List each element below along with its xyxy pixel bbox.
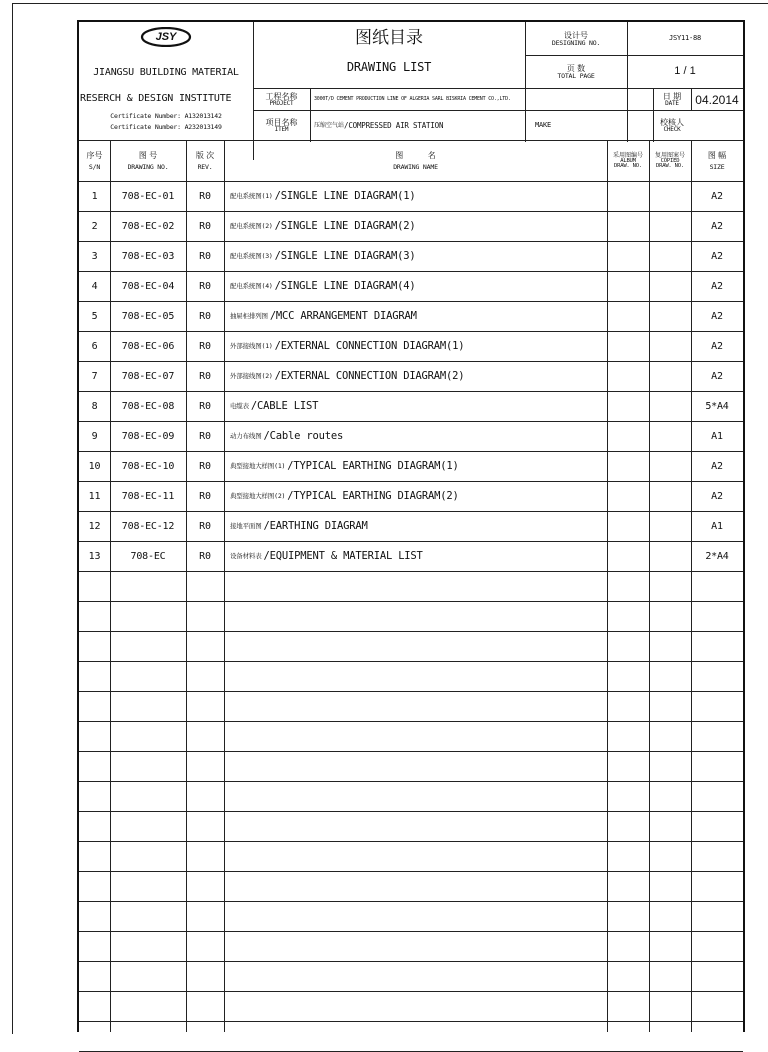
row-sn-cell: 11: [88, 490, 101, 502]
drawing-name-cn: 电缆表: [230, 402, 249, 411]
logo-text: JSY: [155, 30, 177, 43]
col-header-sn: 序号 S/N: [86, 150, 103, 171]
row-rev-cell: R0: [199, 220, 211, 232]
drawing-name-cn: 抽屉柜排列图: [230, 312, 268, 321]
col-header-copied: 复用图案号 COPIED DRAW. NO.: [654, 152, 685, 169]
row-no-cell: 708-EC-02: [121, 220, 175, 232]
drawing-name-cell: [224, 272, 607, 301]
row-size-cell: A2: [711, 370, 723, 382]
drawing-name-cell: [224, 512, 607, 541]
project-value: 3000T/D CEMENT PRODUCTION LINE OF ALGERIA SARL BISKRIA CEMENT CO.,LTD.: [314, 96, 511, 102]
drawing-name-en: /Cable routes: [263, 430, 344, 443]
drawing-name-cn: 接地平面图: [230, 522, 262, 531]
row-rev-cell: R0: [199, 550, 211, 562]
total-page-value: 1 / 1: [674, 65, 696, 77]
drawing-name-en: /CABLE LIST: [250, 400, 319, 413]
institute-name-line2: RESERCH & DESIGN INSTITUTE: [80, 93, 232, 104]
col-header-rev: 版 次 REV.: [195, 150, 215, 171]
row-size-cell: A2: [711, 310, 723, 322]
row-sn-cell: 5: [91, 310, 98, 322]
make-label: MAKE: [535, 121, 552, 129]
row-sn-cell: 8: [91, 400, 98, 412]
row-no-cell: 708-EC-05: [121, 310, 175, 322]
drawing-name-cn: 配电系统图(1): [230, 192, 273, 201]
title-english: DRAWING LIST: [346, 60, 432, 74]
drawing-name-cn: 配电系统图(3): [230, 252, 273, 261]
drawing-name-cell: [224, 422, 607, 451]
col-header-album: 采用图编号 ALBUM DRAW. NO.: [612, 152, 643, 169]
row-size-cell: 2*A4: [705, 550, 729, 562]
item-label: 项目名称 ITEM: [265, 117, 298, 133]
row-no-cell: 708-EC-08: [121, 400, 175, 412]
drawing-name-cell: [224, 452, 607, 481]
drawing-name-en: /EARTHING DIAGRAM: [263, 520, 368, 533]
row-size-cell: A2: [711, 190, 723, 202]
drawing-list-sheet: [77, 20, 745, 1032]
project-label: 工程名称 PROJECT: [265, 91, 298, 107]
drawing-name-cell: [224, 302, 607, 331]
row-no-cell: 708-EC-07: [121, 370, 175, 382]
drawing-name-cn: 外部接线图(2): [230, 372, 273, 381]
certificate-number-1: Certificate Number: A132013142: [110, 112, 222, 121]
drawing-name-cn: 典型接地大样图(1): [230, 462, 286, 471]
drawing-name-en: /SINGLE LINE DIAGRAM(1): [274, 190, 416, 203]
row-rev-cell: R0: [199, 490, 211, 502]
row-rev-cell: R0: [199, 340, 211, 352]
certificate-number-2: Certificate Number: A232013149: [110, 123, 222, 132]
row-size-cell: A2: [711, 220, 723, 232]
drawing-name-en: /SINGLE LINE DIAGRAM(3): [274, 250, 416, 263]
drawing-name-cell: [224, 542, 607, 571]
drawing-name-cn: 典型接地大样图(2): [230, 492, 286, 501]
row-size-cell: A2: [711, 250, 723, 262]
drawing-name-en: /EQUIPMENT & MATERIAL LIST: [263, 550, 423, 563]
col-header-drawing-name: 图 名 DRAWING NAME: [393, 150, 438, 171]
row-no-cell: 708-EC-12: [121, 520, 175, 532]
row-sn-cell: 13: [88, 550, 101, 562]
row-sn-cell: 2: [91, 220, 98, 232]
drawing-name-cell: [224, 242, 607, 271]
date-label: 日 期 DATE: [662, 91, 682, 107]
row-rev-cell: R0: [199, 430, 211, 442]
row-rev-cell: R0: [199, 280, 211, 292]
row-no-cell: 708-EC-01: [121, 190, 175, 202]
row-rev-cell: R0: [199, 250, 211, 262]
row-sn-cell: 3: [91, 250, 98, 262]
row-sn-cell: 1: [91, 190, 98, 202]
drawing-name-en: /EXTERNAL CONNECTION DIAGRAM(1): [274, 340, 465, 353]
row-size-cell: A1: [711, 430, 723, 442]
row-size-cell: A1: [711, 520, 723, 532]
row-size-cell: A2: [711, 490, 723, 502]
row-rev-cell: R0: [199, 460, 211, 472]
row-sn-cell: 6: [91, 340, 98, 352]
drawing-name-cn: 配电系统图(4): [230, 282, 273, 291]
design-no-value: JSY11-88: [668, 34, 702, 42]
title-chinese: 图纸目录: [355, 27, 423, 48]
row-sn-cell: 12: [88, 520, 101, 532]
row-no-cell: 708-EC: [130, 550, 166, 562]
row-no-cell: 708-EC-09: [121, 430, 175, 442]
drawing-name-cn: 设备材料表: [230, 552, 262, 561]
institute-name-line1: JIANGSU BUILDING MATERIAL: [93, 67, 239, 78]
row-no-cell: 708-EC-11: [121, 490, 175, 502]
drawing-name-en: /EXTERNAL CONNECTION DIAGRAM(2): [274, 370, 465, 383]
row-size-cell: A2: [711, 340, 723, 352]
drawing-name-en: /TYPICAL EARTHING DIAGRAM(2): [287, 490, 459, 503]
row-sn-cell: 4: [91, 280, 98, 292]
drawing-name-en: /MCC ARRANGEMENT DIAGRAM: [269, 310, 417, 323]
row-no-cell: 708-EC-04: [121, 280, 175, 292]
row-rev-cell: R0: [199, 520, 211, 532]
row-no-cell: 708-EC-06: [121, 340, 175, 352]
row-size-cell: A2: [711, 280, 723, 292]
row-rev-cell: R0: [199, 310, 211, 322]
drawing-name-en: /SINGLE LINE DIAGRAM(2): [274, 220, 416, 233]
row-no-cell: 708-EC-03: [121, 250, 175, 262]
drawing-name-en: /TYPICAL EARTHING DIAGRAM(1): [287, 460, 459, 473]
drawing-name-cell: [224, 482, 607, 511]
row-rev-cell: R0: [199, 370, 211, 382]
row-sn-cell: 9: [91, 430, 98, 442]
drawing-name-en: /SINGLE LINE DIAGRAM(4): [274, 280, 416, 293]
row-no-cell: 708-EC-10: [121, 460, 175, 472]
item-value: 压缩空气站 /COMPRESSED AIR STATION: [314, 120, 444, 130]
drawing-name-cell: [224, 332, 607, 361]
row-sn-cell: 7: [91, 370, 98, 382]
row-size-cell: 5*A4: [705, 400, 729, 412]
drawing-name-cn: 动力布线图: [230, 432, 262, 441]
col-header-size: 图 幅 SIZE: [707, 150, 727, 171]
col-header-drawing-no: 图 号 DRAWING NO.: [127, 150, 169, 171]
drawing-name-cell: [224, 182, 607, 211]
institute-logo: [139, 27, 193, 47]
drawing-name-cell: [224, 392, 607, 421]
drawing-name-cell: [224, 212, 607, 241]
check-label: 校核人 CHECK: [660, 117, 684, 133]
row-sn-cell: 10: [88, 460, 101, 472]
drawing-name-cn: 外部接线图(1): [230, 342, 273, 351]
row-rev-cell: R0: [199, 190, 211, 202]
row-size-cell: A2: [711, 460, 723, 472]
design-no-label: 设计号 DESIGNING NO.: [551, 30, 601, 47]
drawing-name-cn: 配电系统图(2): [230, 222, 273, 231]
total-page-label: 页 数 TOTAL PAGE: [557, 63, 595, 80]
drawing-name-cell: [224, 362, 607, 391]
date-value: 04.2014: [695, 92, 739, 107]
row-rev-cell: R0: [199, 400, 211, 412]
